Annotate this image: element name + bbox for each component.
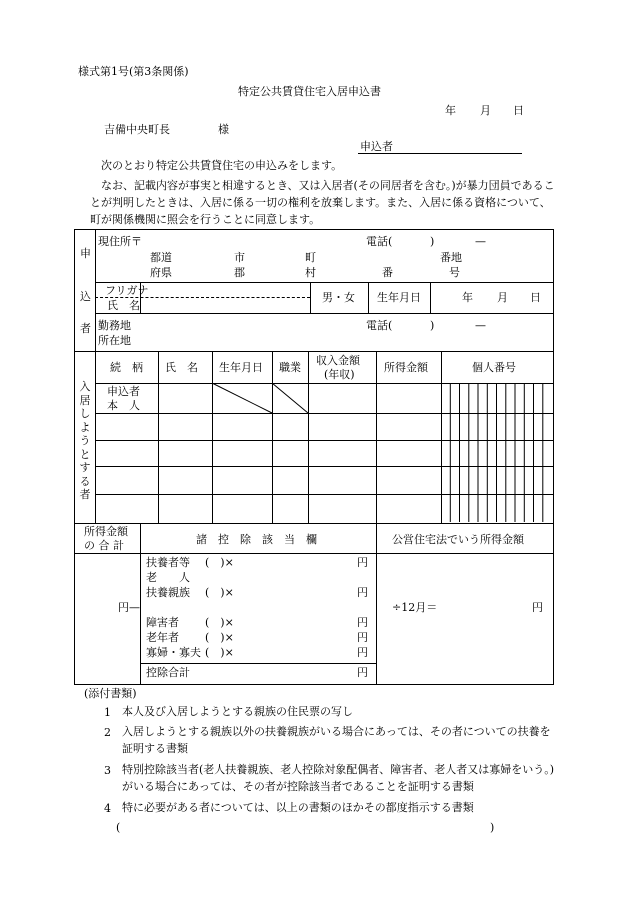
- residents-side-label: 入 居 し よ う と す る 者: [79, 380, 91, 501]
- work-phone-close: ): [430, 319, 435, 332]
- income-sub-header: (年収): [324, 368, 355, 381]
- workplace-label-1: 勤務地: [98, 319, 131, 332]
- date-day-label: 日: [513, 104, 524, 117]
- dob-label: 生年月日: [377, 291, 421, 304]
- ban-label: 番: [382, 266, 393, 279]
- self-row-label-1: 申込者: [107, 385, 140, 398]
- disabled-label: 障害者: [146, 616, 179, 629]
- total-deduction-yen: 円: [357, 666, 368, 679]
- attachment-text-1: 本人及び入居しようとする親族の住民票の写し: [122, 705, 353, 718]
- attachment-no-1: 1: [104, 706, 111, 719]
- income-total-label-2: の 合 計: [84, 539, 124, 552]
- dob-month-label: 月: [497, 291, 508, 304]
- form-number: 様式第1号(第3条関係): [78, 65, 189, 78]
- yen-minus: 円—: [118, 601, 140, 614]
- other-docs-open-paren: (: [116, 821, 121, 834]
- county-label: 郡: [234, 266, 245, 279]
- town-label: 町: [305, 251, 316, 264]
- applicant-side-label-1: 申: [80, 247, 91, 260]
- other-docs-close-paren: ): [490, 821, 495, 834]
- workplace-label-2: 所在地: [98, 334, 131, 347]
- attachment-no-3: 3: [104, 764, 111, 777]
- law-income-yen: 円: [532, 601, 543, 614]
- widow-label: 寡婦・寡夫: [146, 646, 201, 659]
- date-month-label: 月: [480, 104, 491, 117]
- divide-twelve: ÷12月＝: [392, 601, 438, 614]
- disabled-count: ( )×: [205, 616, 234, 629]
- intro-paragraph-2: なお、記載内容が事実と相違するとき、又は入居者(その同居者を含む。)が暴力団員であることが判明したときは、入居に係る一切の権利を放棄します。また、入居に係る資格について、町が関係機関に照会を行うことに同意します。: [90, 179, 555, 226]
- date-year-label: 年: [445, 104, 456, 117]
- phone-close: ): [430, 235, 435, 248]
- go-label: 号: [449, 266, 460, 279]
- phone-dash: —: [475, 235, 486, 248]
- attachments-heading: (添付書類): [84, 687, 137, 700]
- law-income-header: 公営住宅法でいう所得金額: [392, 533, 524, 546]
- widow-count: ( )×: [205, 646, 234, 659]
- furigana-label: フリガナ: [105, 284, 149, 297]
- earnings-header: 所得金額: [384, 361, 428, 374]
- dependents-count: ( )×: [205, 556, 234, 569]
- attachment-text-2: 入居しようとする親族以外の扶養親族がいる場合にあっては、その者についての扶養を証明する書類: [122, 725, 551, 755]
- applicant-side-label-2: 込: [80, 290, 91, 303]
- work-phone-dash: —: [475, 319, 486, 332]
- dob-year-label: 年: [462, 291, 473, 304]
- honorific: 様: [218, 123, 229, 136]
- income-total-label-1: 所得金額: [84, 525, 128, 538]
- dependent-relatives-yen: 円: [357, 586, 368, 599]
- residents-table: [74, 351, 554, 524]
- deduction-column-header: 諸 控 除 該 当 欄: [196, 533, 317, 546]
- work-phone-label: 電話(: [366, 319, 393, 332]
- total-deduction-label: 控除合計: [146, 666, 190, 679]
- applicant-signature-line: [358, 153, 522, 154]
- phone-label: 電話(: [366, 235, 393, 248]
- elderly-label: 老 人: [146, 571, 190, 584]
- relation-header: 続 柄: [110, 361, 143, 374]
- dependents-label: 扶養者等: [146, 556, 190, 569]
- dependent-relatives-count: ( )×: [205, 586, 234, 599]
- deduction-table: [74, 523, 554, 685]
- current-address-label: 現住所〒: [98, 235, 142, 248]
- attachment-no-2: 2: [104, 726, 111, 739]
- name-header: 氏 名: [165, 361, 198, 374]
- widow-yen: 円: [357, 646, 368, 659]
- pref-label-1: 都道: [150, 251, 172, 264]
- attachment-text-4: 特に必要がある者については、以上の書類のほかその都度指示する書類: [122, 801, 474, 814]
- income-header: 収入金額: [316, 354, 360, 367]
- pref-label-2: 府県: [150, 266, 172, 279]
- senior-label: 老年者: [146, 631, 179, 644]
- dob-day-label: 日: [530, 291, 541, 304]
- personal-number-header: 個人番号: [472, 361, 516, 374]
- city-label: 市: [234, 251, 245, 264]
- village-label: 村: [305, 266, 316, 279]
- name-label: 氏 名: [107, 299, 140, 312]
- dependent-relatives-label: 扶養親族: [146, 586, 190, 599]
- attachment-no-4: 4: [104, 802, 111, 815]
- self-row-label-2: 本 人: [107, 399, 140, 412]
- intro-paragraph-1: 次のとおり特定公共賃貸住宅の申込みをします。: [101, 159, 343, 172]
- senior-count: ( )×: [205, 631, 234, 644]
- applicant-side-label-3: 者: [80, 322, 91, 335]
- form-title: 特定公共賃貸住宅入居申込書: [238, 85, 381, 98]
- dependents-yen: 円: [357, 556, 368, 569]
- dob-header: 生年月日: [219, 361, 263, 374]
- banchi-label: 番地: [440, 251, 462, 264]
- addressee: 吉備中央町長: [104, 123, 170, 136]
- senior-yen: 円: [357, 631, 368, 644]
- disabled-yen: 円: [357, 616, 368, 629]
- applicant-signature-label: 申込者: [360, 140, 393, 153]
- gender-field[interactable]: 男・女: [322, 291, 355, 304]
- job-header: 職業: [279, 361, 301, 374]
- attachment-text-3: 特別控除該当者(老人扶養親族、老人控除対象配偶者、障害者、老人者又は寡婦をいう。)がいる場合にあっては、その者が控除該当者であることを証明する書類: [122, 763, 555, 793]
